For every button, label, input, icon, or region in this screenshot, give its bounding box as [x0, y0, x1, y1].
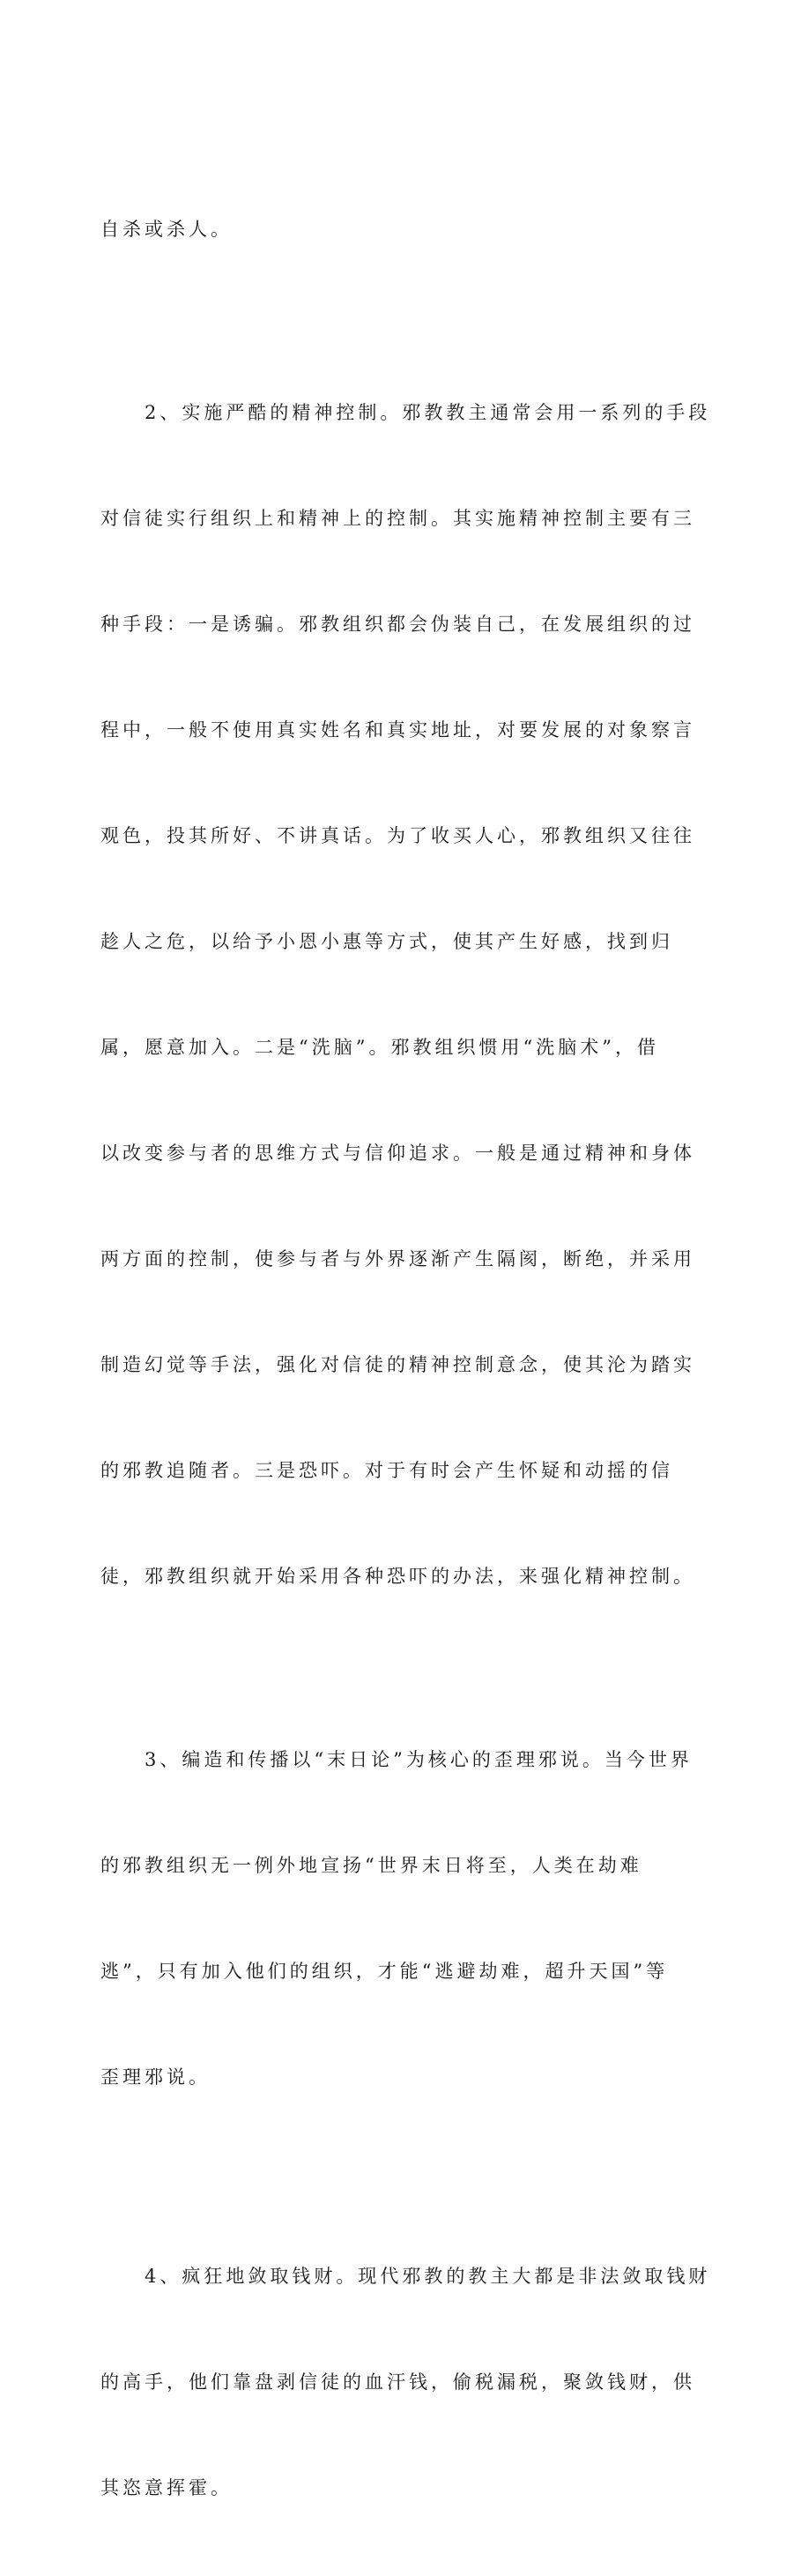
paragraph-3 [100, 1671, 708, 2165]
text-line: 逃”，只有加入他们的组织，才能“逃避劫难，超升天国”等 [100, 1961, 669, 1982]
text-line: 以改变参与者的思维方式与信仰追求。一般是通过精神和身体 [100, 1143, 695, 1164]
text-line: 的高手，他们靠盘剥信徒的血汗钱，偷税漏税，聚敛钱财，供 [100, 2371, 695, 2393]
text-line: 2、实施严酷的精神控制。邪教教主通常会用一系列的手段 [100, 402, 711, 423]
paragraph-1 [100, 141, 708, 317]
paragraph-2 [100, 324, 711, 1664]
text-line: 两方面的控制，使参与者与外界逐渐产生隔阂，断绝，并采用 [100, 1248, 695, 1269]
text-line: 的邪教追随者。三是恐吓。对于有时会产生怀疑和动摇的信 [100, 1460, 673, 1481]
document-body [100, 141, 711, 2576]
text-line: 趁人之危，以给予小恩小惠等方式，使其产生好感，找到归 [100, 931, 673, 952]
text-line: 其恣意挥霍。 [100, 2477, 233, 2498]
text-line: 歪理邪说。 [100, 2066, 211, 2088]
text-line: 3、编造和传播以“末日论”为核心的歪理邪说。当今世界 [100, 1749, 693, 1770]
paragraph-4 [100, 2188, 711, 2576]
text-line: 制造幻觉等手法，强化对信徒的精神控制意念，使其沦为踏实 [100, 1354, 695, 1375]
text-line: 的邪教组织无一例外地宣扬“世界末日将至，人类在劫难 [100, 1855, 642, 1876]
text-line: 观色，投其所好、不讲真话。为了收买人心，邪教组织又往往 [100, 825, 695, 846]
text-line: 种手段：一是诱骗。邪教组织都会伪装自己，在发展组织的过 [100, 614, 695, 635]
text-line: 4、疯狂地敛取钱财。现代邪教的教主大都是非法敛取钱财 [100, 2266, 711, 2287]
text-line: 对信徒实行组织上和精神上的控制。其实施精神控制主要有三 [100, 508, 695, 529]
text-line: 自杀或杀人。 [100, 219, 233, 240]
text-line: 属，愿意加入。二是“洗脑”。邪教组织惯用“洗脑术”，借 [100, 1037, 659, 1058]
text-line: 徒，邪教组织就开始采用各种恐吓的办法，来强化精神控制。 [100, 1566, 695, 1587]
text-line: 程中，一般不使用真实姓名和真实地址，对要发展的对象察言 [100, 719, 695, 741]
